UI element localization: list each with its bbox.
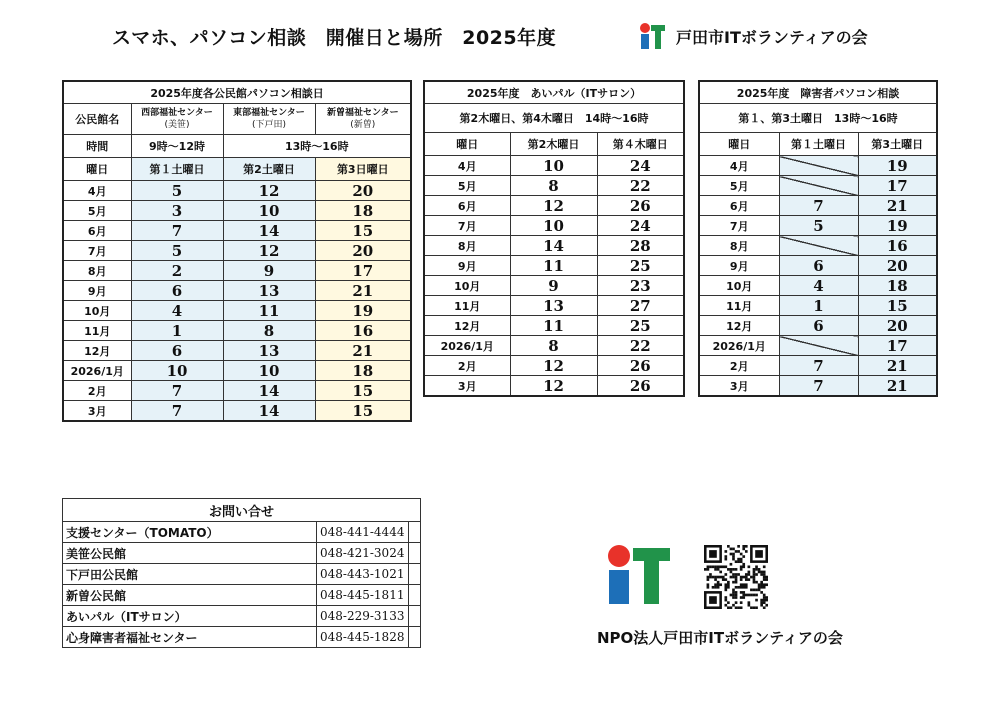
month-cell: 2月 [63,381,131,401]
month-cell: 3月 [424,376,510,397]
day-cell: 7 [131,401,223,422]
table-row [699,336,937,356]
day-cell: 26 [597,196,684,216]
table-row [424,356,684,376]
day-cell: 11 [510,256,597,276]
day-cell: 12 [510,196,597,216]
day-cell: 3 [131,201,223,221]
table-row [424,256,684,276]
day-cell: 27 [597,296,684,316]
month-cell: 8月 [699,236,779,256]
day-cell: 14 [223,221,315,241]
month-cell: 5月 [699,176,779,196]
day-cell: 6 [131,281,223,301]
day-cell: 7 [779,376,858,397]
table3-caption: 2025年度 障害者パソコン相談 [699,81,937,104]
day-cell: 7 [779,356,858,376]
month-cell: 12月 [63,341,131,361]
day-cell: 20 [858,256,937,276]
table-row [63,281,411,301]
aipal-salon-schedule-table [423,80,685,397]
table-row [424,236,684,256]
table-row [424,316,684,336]
day-cell: 7 [779,196,858,216]
table-row [699,176,937,196]
day-cell: 20 [315,181,411,201]
table-row [63,181,411,201]
day-cell: 15 [858,296,937,316]
day-cell: 23 [597,276,684,296]
weekday-header: 第2土曜日 [223,158,315,181]
table3-schedule: 第１、第3土曜日 13時〜16時 [699,104,937,133]
day-cell: 2 [131,261,223,281]
day-cell: 22 [597,336,684,356]
table-row [63,321,411,341]
month-cell: 6月 [63,221,131,241]
day-cell: 1 [131,321,223,341]
month-cell: 2月 [699,356,779,376]
day-cell: 7 [131,221,223,241]
hall-header [315,104,411,135]
month-cell: 8月 [63,261,131,281]
column-header: 曜日 [424,133,510,156]
day-cell: 20 [858,316,937,336]
day-cell: 21 [858,376,937,397]
contact-name: 新曽公民館 [63,585,317,606]
day-cell: 4 [131,301,223,321]
table-row [63,341,411,361]
empty-day-cell [779,236,858,256]
table-row [699,256,937,276]
month-cell: 12月 [424,316,510,336]
it-logo-large-icon [604,544,670,604]
hall-header [223,104,315,135]
table-row [699,316,937,336]
hall-name: 西部福祉センター [141,108,213,118]
table-row [699,156,937,176]
table-row [699,376,937,397]
contact-phone: 048-229-3133 [317,606,409,627]
day-cell: 17 [858,336,937,356]
day-cell: 5 [779,216,858,236]
table-row [424,216,684,236]
contact-row [63,627,421,648]
month-cell: 11月 [63,321,131,341]
empty-day-cell [779,176,858,196]
month-cell: 10月 [699,276,779,296]
day-cell: 21 [315,281,411,301]
table-row [63,261,411,281]
day-cell: 5 [131,241,223,261]
day-cell: 12 [223,181,315,201]
contact-spacer [409,627,421,648]
column-header: 第４木曜日 [597,133,684,156]
day-cell: 10 [131,361,223,381]
contact-name: 心身障害者福祉センター [63,627,317,648]
contact-phone: 048-421-3024 [317,543,409,564]
day-cell: 9 [510,276,597,296]
month-cell: 2026/1月 [63,361,131,381]
day-cell: 12 [510,356,597,376]
day-cell: 10 [223,201,315,221]
month-cell: 9月 [63,281,131,301]
table-row [63,201,411,221]
table-row [699,356,937,376]
day-cell: 6 [779,256,858,276]
table-row [699,216,937,236]
day-cell: 13 [223,281,315,301]
day-cell: 8 [510,336,597,356]
npo-name: NPO法人戸田市ITボランティアの会 [597,629,843,647]
day-cell: 18 [858,276,937,296]
weekday-header: 第3日曜日 [315,158,411,181]
contact-table [62,498,421,648]
day-cell: 21 [858,356,937,376]
month-cell: 2026/1月 [699,336,779,356]
day-cell: 19 [858,156,937,176]
month-cell: 6月 [424,196,510,216]
qr-code-icon [704,545,768,609]
table-row [63,241,411,261]
day-cell: 25 [597,316,684,336]
hall-header [131,104,223,135]
month-cell: 12月 [699,316,779,336]
day-cell: 13 [223,341,315,361]
table-row [63,401,411,422]
day-cell: 24 [597,216,684,236]
contact-name: 下戸田公民館 [63,564,317,585]
org-name: 戸田市ITボランティアの会 [676,27,868,47]
contact-spacer [409,543,421,564]
time-afternoon: 13時〜16時 [223,135,411,158]
table-row [699,276,937,296]
table-row [424,336,684,356]
month-cell: 11月 [424,296,510,316]
contact-row [63,585,421,606]
disability-pc-schedule-table [698,80,938,397]
month-cell: 3月 [63,401,131,422]
page-title: スマホ、パソコン相談 開催日と場所 2025年度 [112,27,557,49]
day-cell: 26 [597,356,684,376]
contact-spacer [409,585,421,606]
contact-row [63,606,421,627]
day-cell: 18 [315,201,411,221]
month-cell: 6月 [699,196,779,216]
day-cell: 19 [858,216,937,236]
table-row [63,361,411,381]
day-cell: 6 [131,341,223,361]
day-cell: 4 [779,276,858,296]
month-cell: 8月 [424,236,510,256]
table-row [63,381,411,401]
day-cell: 28 [597,236,684,256]
day-cell: 15 [315,401,411,422]
month-cell: 2026/1月 [424,336,510,356]
table-row [63,221,411,241]
day-cell: 10 [510,216,597,236]
day-cell: 10 [223,361,315,381]
column-header: 第１土曜日 [779,133,858,156]
hall-sub: (美笹) [164,120,190,130]
column-header: 第2木曜日 [510,133,597,156]
table-row [424,176,684,196]
contact-name: 支援センター（TOMATO） [63,522,317,543]
contact-row [63,543,421,564]
contact-spacer [409,606,421,627]
day-cell: 5 [131,181,223,201]
table-row [63,301,411,321]
day-cell: 11 [223,301,315,321]
contact-row [63,564,421,585]
day-cell: 16 [858,236,937,256]
day-cell: 9 [223,261,315,281]
table-row [699,196,937,216]
month-cell: 7月 [699,216,779,236]
month-cell: 2月 [424,356,510,376]
day-cell: 12 [510,376,597,397]
table-row [699,236,937,256]
day-cell: 18 [315,361,411,381]
table-row [424,376,684,397]
month-cell: 10月 [424,276,510,296]
day-cell: 21 [858,196,937,216]
month-cell: 5月 [424,176,510,196]
contact-name: 美笹公民館 [63,543,317,564]
table2-caption: 2025年度 あいパル（ITサロン） [424,81,684,104]
day-cell: 25 [597,256,684,276]
day-cell: 14 [223,381,315,401]
day-cell: 22 [597,176,684,196]
weekday-label: 曜日 [63,158,131,181]
contact-name: あいパル（ITサロン） [63,606,317,627]
month-cell: 10月 [63,301,131,321]
month-cell: 4月 [424,156,510,176]
column-header: 第3土曜日 [858,133,937,156]
table1-caption: 2025年度各公民館パソコン相談日 [63,81,411,104]
day-cell: 16 [315,321,411,341]
month-cell: 4月 [63,181,131,201]
hall-sub: (下戸田) [251,120,287,130]
day-cell: 8 [223,321,315,341]
day-cell: 15 [315,221,411,241]
day-cell: 11 [510,316,597,336]
table-row [424,196,684,216]
table-row [424,276,684,296]
day-cell: 1 [779,296,858,316]
day-cell: 8 [510,176,597,196]
weekday-header: 第１土曜日 [131,158,223,181]
month-cell: 11月 [699,296,779,316]
day-cell: 15 [315,381,411,401]
empty-day-cell [779,156,858,176]
day-cell: 12 [223,241,315,261]
time-label: 時間 [63,135,131,158]
month-cell: 9月 [424,256,510,276]
month-cell: 3月 [699,376,779,397]
contact-phone: 048-445-1811 [317,585,409,606]
month-cell: 4月 [699,156,779,176]
table-row [424,156,684,176]
contact-spacer [409,564,421,585]
day-cell: 6 [779,316,858,336]
day-cell: 7 [131,381,223,401]
column-header: 曜日 [699,133,779,156]
contact-phone: 048-445-1828 [317,627,409,648]
day-cell: 24 [597,156,684,176]
day-cell: 17 [858,176,937,196]
table2-schedule: 第2木曜日、第4木曜日 14時〜16時 [424,104,684,133]
hall-name: 東部福祉センター [233,108,305,118]
day-cell: 14 [510,236,597,256]
month-cell: 7月 [424,216,510,236]
month-cell: 5月 [63,201,131,221]
hall-sub: (新曽) [350,120,376,130]
community-center-schedule-table [62,80,412,422]
contact-row [63,522,421,543]
contact-spacer [409,522,421,543]
day-cell: 26 [597,376,684,397]
day-cell: 17 [315,261,411,281]
hall-name: 新曽福祉センター [326,108,399,118]
contact-phone: 048-443-1021 [317,564,409,585]
empty-day-cell [779,336,858,356]
day-cell: 14 [223,401,315,422]
time-morning: 9時〜12時 [131,135,223,158]
month-cell: 9月 [699,256,779,276]
day-cell: 10 [510,156,597,176]
it-logo-icon [638,22,666,50]
org-header [638,22,868,50]
month-cell: 7月 [63,241,131,261]
contact-phone: 048-441-4444 [317,522,409,543]
day-cell: 13 [510,296,597,316]
contact-title: お問い合せ [63,499,421,522]
hall-label: 公民館名 [63,104,131,135]
day-cell: 20 [315,241,411,261]
day-cell: 21 [315,341,411,361]
table-row [424,296,684,316]
day-cell: 19 [315,301,411,321]
table-row [699,296,937,316]
